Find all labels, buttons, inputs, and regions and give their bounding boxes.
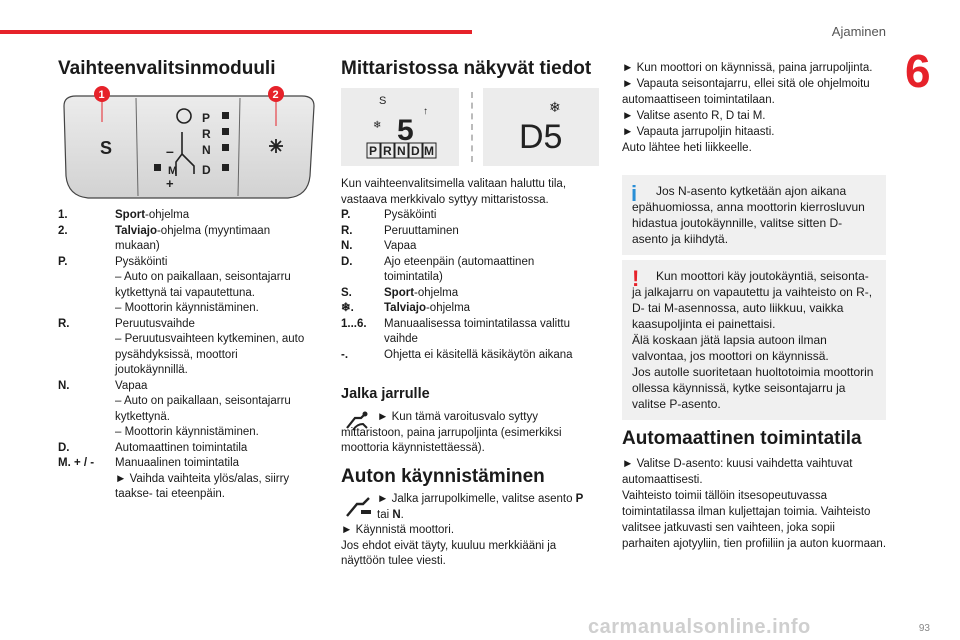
watermark: carmanualsonline.info xyxy=(588,616,811,638)
svg-text:M: M xyxy=(424,144,434,158)
legend-row: – Auto on paikallaan, seisontajarru kytkettynä. xyxy=(115,395,291,423)
step: ► Valitse asento R, D tai M. xyxy=(622,108,890,124)
legend-row: 2. Talviajo-ohjelma (myyntimaan mukaan) xyxy=(58,224,271,252)
legend-row: -. Ohjetta ei käsitellä käsikäytön aikana xyxy=(341,348,573,361)
legend-row: S. Sport-ohjelma xyxy=(341,286,459,299)
gear-letter-p: P xyxy=(202,111,211,125)
instrument-display-pnrdm xyxy=(341,88,459,166)
section-title-gear-module: Vaihteenvalitsinmoduuli xyxy=(58,58,276,79)
svg-text:D5: D5 xyxy=(519,118,563,156)
legend-row: P. Pysäköinti xyxy=(58,255,168,268)
info-icon: i xyxy=(631,181,638,206)
info-box: i Jos N-asento kytketään ajon aikana epähuomiossa, anna moottorin kierrosluvun hidastua joutokäynnille, valitse sitten D-asento ja kiihdytä. xyxy=(622,175,886,255)
warning-icon: ! xyxy=(632,266,640,291)
arrow-up-icon: ↑ xyxy=(423,106,428,117)
legend-row: M. + / - Manuaalinen toimintatila xyxy=(58,457,240,469)
legend-row: 1...6. Manuaalisessa toimintatilassa valittu vaihde xyxy=(341,317,571,345)
sport-button-label: S xyxy=(100,138,113,158)
instrument-intro: Kun vaihteenvalitsimella valitaan haluttu tila, vastaava merkkivalo syttyy mittaristossa. xyxy=(341,178,567,206)
legend-row: P. Pysäköinti xyxy=(341,209,437,221)
start-steps: ► Jalka jarrupolkimelle, valitse asento P tai N. ► Käynnistä moottori. Jos ehdot eivät täyty, kuuluu merkkiääni ja näyttöön tulee viesti. xyxy=(341,492,597,570)
legend-row: ❄. Talviajo-ohjelma xyxy=(341,302,471,314)
legend-row: 1. Sport-ohjelma xyxy=(58,209,190,221)
snowflake-icon: ❄ xyxy=(373,120,382,131)
indicator-n xyxy=(222,144,229,151)
page-number: 93 xyxy=(918,623,930,634)
indicator-r xyxy=(222,128,229,135)
page-header-title: Ajaminen xyxy=(831,24,886,39)
legend-row: – Auto on paikallaan, seisontajarru kytkettynä tai vapautettuna. xyxy=(115,271,291,299)
brake-text: ► Kun tämä varoitusvalo syttyy mittaristoon, paina jarrupoljinta (esimerkiksi moottoria käynnistettäessä). xyxy=(341,410,593,457)
legend-row: R. Peruutusvaihde xyxy=(58,317,195,330)
legend-row: – Moottorin käynnistäminen. xyxy=(115,302,259,314)
gear-selector-module-illustration xyxy=(58,84,320,204)
indicator-p xyxy=(222,112,229,119)
gear-letter-n: N xyxy=(202,143,211,157)
svg-text:R: R xyxy=(383,144,392,158)
section-title-automatic: Automaattinen toimintatila xyxy=(622,428,862,449)
svg-text:1: 1 xyxy=(98,89,105,101)
svg-text:2: 2 xyxy=(272,89,279,101)
section-title-instrument: Mittaristossa näkyvät tiedot xyxy=(341,58,592,79)
indicator-d xyxy=(222,164,229,171)
legend-row: N. Vapaa xyxy=(58,379,148,392)
svg-text:S: S xyxy=(379,95,387,107)
gear-letter-r: R xyxy=(202,127,211,141)
svg-text:5: 5 xyxy=(397,114,414,147)
indicator-m xyxy=(154,164,161,171)
display-divider xyxy=(471,92,473,162)
section-title-start: Auton käynnistäminen xyxy=(341,466,545,487)
svg-text:P: P xyxy=(369,144,378,158)
legend-row: N. Vapaa xyxy=(341,240,417,252)
start-off-steps xyxy=(622,60,890,156)
snowflake-icon xyxy=(269,139,283,153)
manual-m: M xyxy=(168,165,178,177)
warning-box: ! Kun moottori käy joutokäyntiä, seisonta- ja jalkajarru on vapautettu ja vaihteisto on R-, D- tai M-asennossa, auto liikkuu, vaikka kaasupoljinta ei painettaisi. Älä koskaan jätä lapsia autoon ilman valvontaa, jos moottori on käynnissä. Jos autolle suoritetaan huoltotoimia moottorin ollessa käynnissä, kytke seisontajarru ja valitse P-asento. xyxy=(622,260,886,420)
step: ► Vapauta seisontajarru, ellei sitä ole ohjelmoitu automaattiseen toimintatilaan. xyxy=(622,76,890,108)
legend-row: R. Peruuttaminen xyxy=(341,224,459,237)
legend-row: D. Ajo eteenpäin (automaattinen toimintatila) xyxy=(341,255,535,283)
legend-row: ► Vaihda vaihteita ylös/alas, siirry taakse- tai eteenpäin. xyxy=(115,472,290,500)
automatic-text: ► Valitse D-asento: kuusi vaihdetta vaihtuvat automaattisesti. Vaihteisto toimii tällöin itsesopeutuvassa toimintatilassa ilman kuljettajan toimia. Vaihteisto valitsee jatkuvasti sen vaihteen, joka sopii parhaiten ajotyyliin, tien profiiliin ja auton kuormaan. xyxy=(622,456,886,552)
header-red-bar xyxy=(0,30,472,34)
instrument-legend xyxy=(341,208,593,363)
step: ► Vapauta jarrupoljin hitaasti. xyxy=(622,124,890,140)
gear-module-legend xyxy=(58,208,310,503)
svg-text:D: D xyxy=(411,144,420,158)
manual-plus: + xyxy=(166,176,174,191)
manual-minus: – xyxy=(166,143,174,159)
gear-letter-d: D xyxy=(202,163,211,177)
step-result: Auto lähtee heti liikkeelle. xyxy=(622,142,752,154)
legend-row: D. Automaattinen toimintatila xyxy=(58,441,248,454)
legend-row: – Moottorin käynnistäminen. xyxy=(115,426,259,438)
legend-row: – Peruutusvaihteen kytkeminen, auto pysähdyksissä, moottori joutokäynnillä. xyxy=(115,333,305,376)
svg-text:N: N xyxy=(397,144,406,158)
section-title-brake: Jalka jarrulle xyxy=(341,386,430,402)
instrument-display-d5 xyxy=(483,88,599,166)
snowflake-icon: ❄ xyxy=(549,99,561,115)
step: ► Kun moottori on käynnissä, paina jarrupoljinta. xyxy=(622,60,890,76)
chapter-number: 6 xyxy=(905,45,931,97)
